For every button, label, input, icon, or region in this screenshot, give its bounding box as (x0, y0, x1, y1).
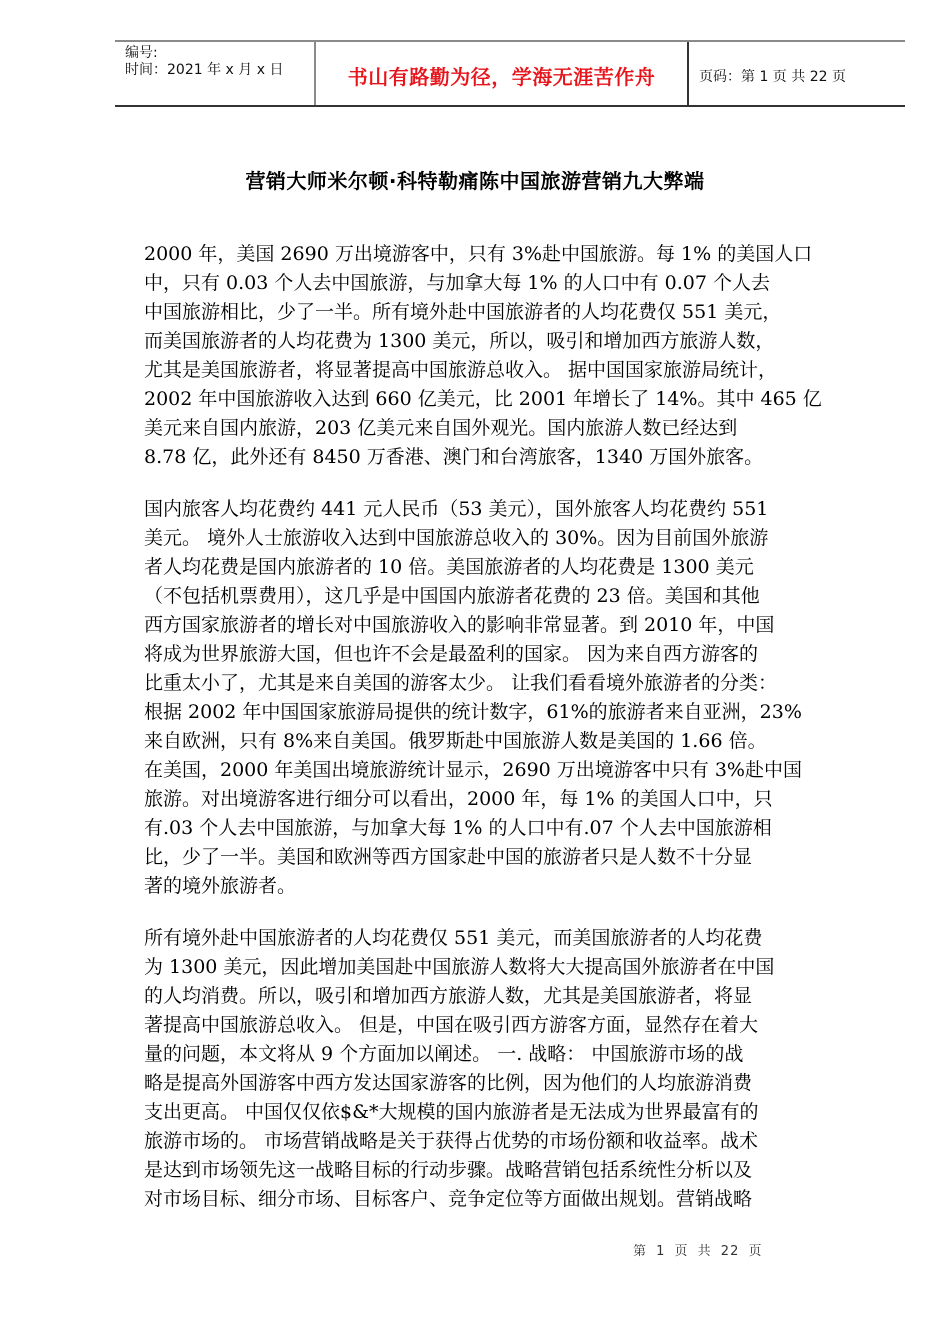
text-line: 者人均花费是国内旅游者的 10 倍。美国旅游者的人均花费是 1300 美元 (144, 556, 754, 578)
page-footer-number: 第 1 页 共 22 页 (633, 1244, 763, 1259)
paragraph-spacer (144, 472, 894, 495)
text-line: 美元来自国内旅游，203 亿美元来自国外观光。国内旅游人数已经达到 (144, 417, 738, 439)
serial-number-label: 编号: (125, 45, 158, 61)
text-line: 著提高中国旅游总收入。 但是，中国在吸引西方游客方面，显然存在着大 (144, 1014, 759, 1036)
document-title: 营销大师米尔顿·科特勒痛陈中国旅游营销九大弊端 (245, 169, 705, 193)
text-line: 来自欧洲，只有 8%来自美国。俄罗斯赴中国旅游人数是美国的 1.66 倍。 (144, 730, 767, 752)
paragraph-2 (144, 495, 894, 901)
text-line: 美元。 境外人士旅游收入达到中国旅游总收入的 30%。因为目前国外旅游 (144, 527, 769, 549)
text-line: 支出更高。 中国仅仅依$&*大规模的国内旅游者是无法成为世界最富有的 (144, 1101, 759, 1123)
text-line: 旅游市场的。 市场营销战略是关于获得占优势的市场份额和收益率。战术 (144, 1130, 759, 1152)
header-page-info: 页码：第 1 页 共 22 页 (699, 68, 846, 85)
text-line: 中国旅游相比，少了一半。所有境外赴中国旅游者的人均花费仅 551 美元， (144, 301, 782, 323)
document-body (144, 240, 894, 1214)
text-line: 2000 年，美国 2690 万出境游客中，只有 3%赴中国旅游。每 1% 的美国人口 (144, 243, 813, 265)
text-line: （不包括机票费用），这几乎是中国国内旅游者花费的 23 倍。美国和其他 (144, 585, 760, 607)
header-meta-cell (115, 42, 316, 105)
text-line: 西方国家旅游者的增长对中国旅游收入的影响非常显著。到 2010 年，中国 (144, 614, 775, 636)
text-line: 是达到市场领先这一战略目标的行动步骤。战略营销包括系统性分析以及 (144, 1159, 753, 1181)
header-motto-cell (316, 42, 689, 105)
motto-text: 书山有路勤为径，学海无涯苦作舟 (347, 65, 656, 89)
text-line: 所有境外赴中国旅游者的人均花费仅 551 美元，而美国旅游者的人均花费 (144, 927, 763, 949)
text-line: 2002 年中国旅游收入达到 660 亿美元，比 2001 年增长了 14%。其中 465 亿 (144, 388, 822, 410)
text-line: 的人均消费。所以，吸引和增加西方旅游人数，尤其是美国旅游者，将显 (144, 985, 753, 1007)
paragraph-3 (144, 924, 894, 1214)
text-line: 量的问题，本文将从 9 个方面加以阐述。 一. 战略： 中国旅游市场的战 (144, 1043, 744, 1065)
text-line: 有.03 个人去中国旅游，与加拿大每 1% 的人口中有.07 个人去中国旅游相 (144, 817, 772, 839)
paragraph-spacer (144, 901, 894, 924)
text-line: 比重太小了，尤其是来自美国的游客太少。 让我们看看境外旅游者的分类： (144, 672, 778, 694)
text-line: 略是提高外国游客中西方发达国家游客的比例，因为他们的人均旅游消费 (144, 1072, 753, 1094)
text-line: 中，只有 0.03 个人去中国旅游，与加拿大每 1% 的人口中有 0.07 个人去 (144, 272, 770, 294)
text-line: 在美国，2000 年美国出境旅游统计显示，2690 万出境游客中只有 3%赴中国 (144, 759, 802, 781)
text-line: 根据 2002 年中国国家旅游局提供的统计数字，61%的旅游者来自亚洲，23% (144, 701, 802, 723)
document-header-table (115, 40, 905, 107)
text-line: 著的境外旅游者。 (144, 875, 297, 897)
text-line: 为 1300 美元，因此增加美国赴中国旅游人数将大大提高国外旅游者在中国 (144, 956, 775, 978)
text-line: 将成为世界旅游大国，但也许不会是最盈利的国家。 因为来自西方游客的 (144, 643, 759, 665)
paragraph-1 (144, 240, 894, 472)
text-line: 尤其是美国旅游者，将显著提高中国旅游总收入。 据中国国家旅游局统计， (144, 359, 778, 381)
text-line: 比，少了一半。美国和欧洲等西方国家赴中国的旅游者只是人数不十分显 (144, 846, 753, 868)
text-line: 对市场目标、细分市场、目标客户、竞争定位等方面做出规划。营销战略 (144, 1188, 753, 1210)
text-line: 而美国旅游者的人均花费为 1300 美元，所以，吸引和增加西方旅游人数， (144, 330, 775, 352)
text-line: 8.78 亿，此外还有 8450 万香港、澳门和台湾旅客，1340 万国外旅客。 (144, 446, 764, 468)
date-label: 时间：2021 年 x 月 x 日 (125, 62, 284, 78)
text-line: 国内旅客人均花费约 441 元人民币（53 美元），国外旅客人均花费约 551 (144, 498, 769, 520)
header-page-cell (689, 42, 905, 105)
text-line: 旅游。对出境游客进行细分可以看出，2000 年，每 1% 的美国人口中，只 (144, 788, 773, 810)
